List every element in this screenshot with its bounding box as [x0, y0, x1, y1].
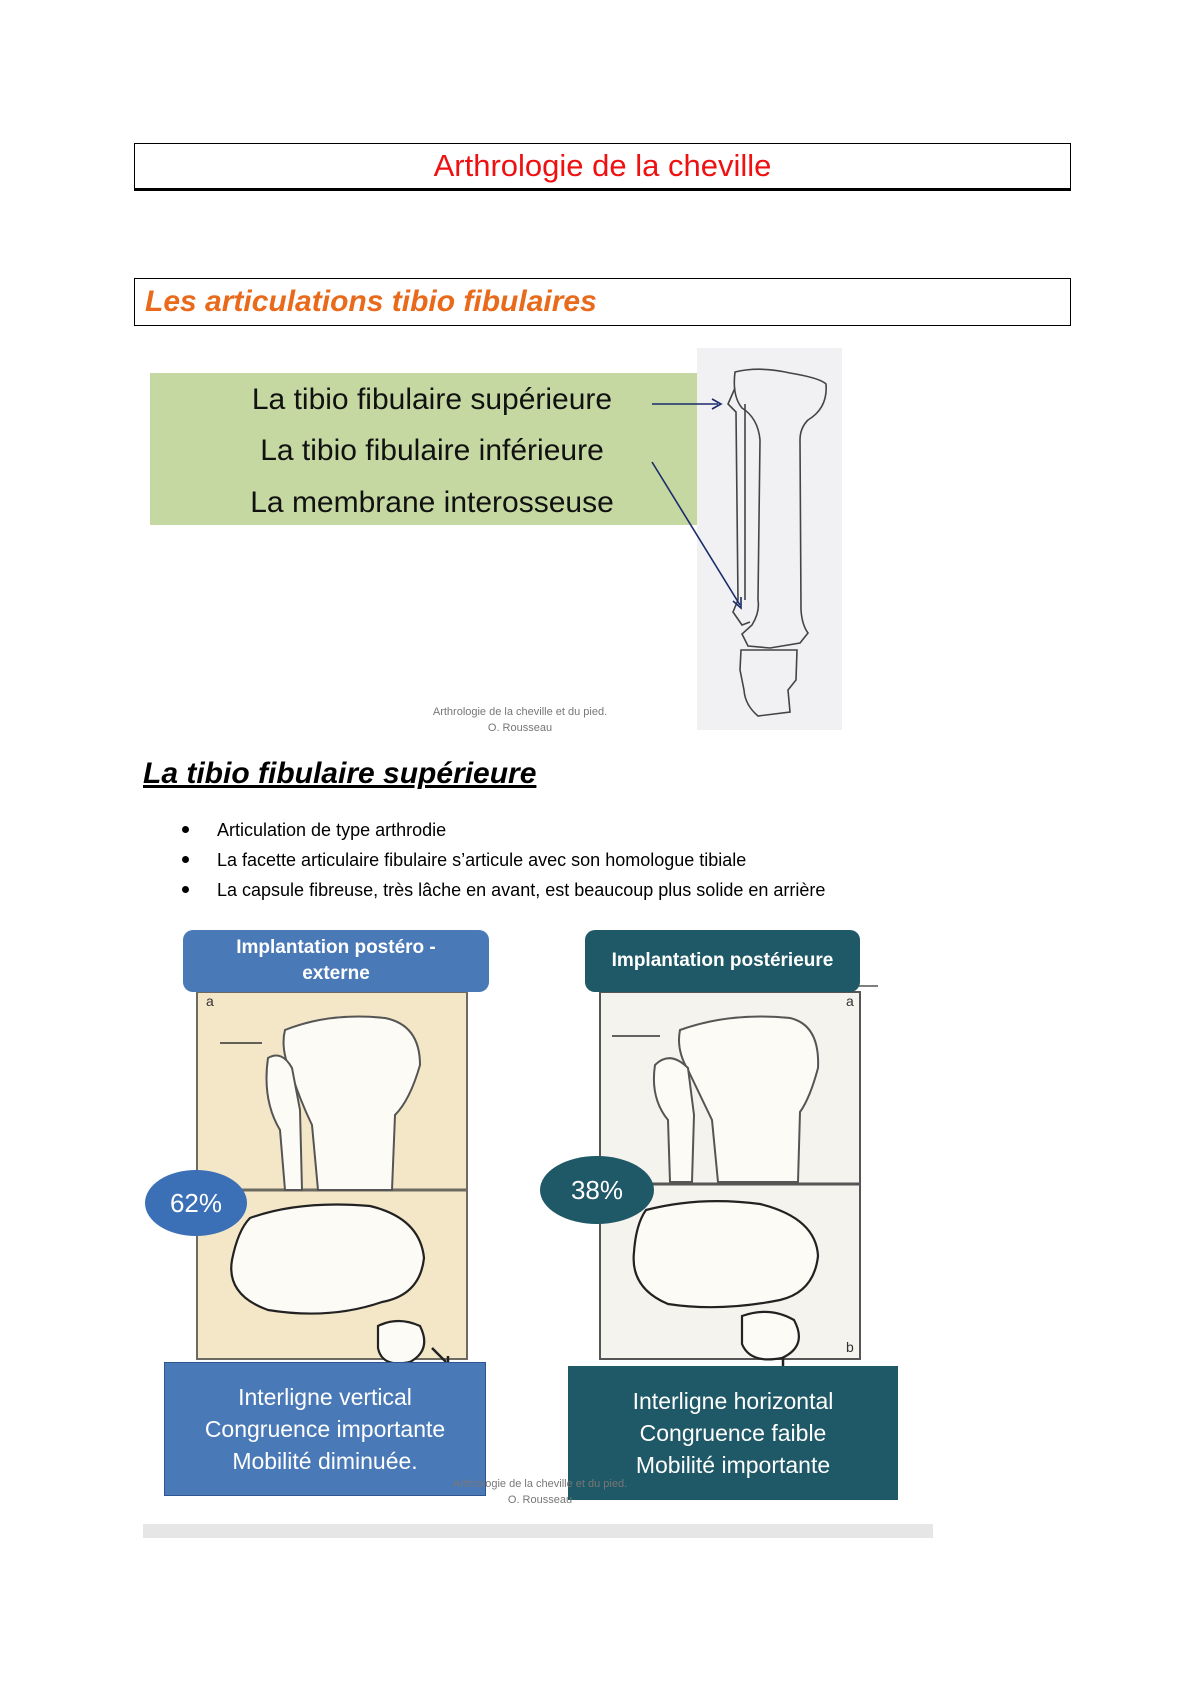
slide1-item-3: La membrane interosseuse: [250, 486, 614, 519]
right-desc-line1: Interligne horizontal: [632, 1388, 834, 1414]
right-corner-letter-top: a: [846, 993, 854, 1009]
right-desc-line3: Mobilité importante: [635, 1452, 831, 1478]
slide1-watermark-line1: Arthrologie de la cheville et du pied.: [432, 706, 608, 718]
right-tibia-fibula-drawing: [654, 1017, 818, 1183]
section-heading: Les articulations tibio fibulaires: [145, 285, 597, 318]
slide1-item-1: La tibio fibulaire supérieure: [251, 383, 613, 416]
left-label-line2: externe: [302, 963, 370, 984]
slide2-watermark-line2: O. Rousseau: [507, 1494, 573, 1506]
slide-bottom-bar: [143, 1524, 933, 1538]
right-desc-line2: Congruence faible: [639, 1420, 827, 1446]
right-implantation-label: [585, 930, 860, 992]
slide2-watermark-line1: Arthrologie de la cheville et du pied.: [452, 1478, 628, 1490]
bullet-item: La capsule fibreuse, très lâche en avant, est beaucoup plus solide en arrière: [160, 875, 825, 905]
left-desc-line1: Interligne vertical: [238, 1384, 412, 1410]
subheading: La tibio fibulaire supérieure: [143, 757, 537, 790]
slide1-leg-figure: [0, 0, 1200, 760]
slide1-watermark-line2: O. Rousseau: [487, 722, 553, 734]
left-desc-line2: Congruence importante: [204, 1416, 446, 1442]
left-percent-text: 62%: [169, 1187, 223, 1218]
right-percent-text: 38%: [570, 1174, 624, 1205]
bullet-item: La facette articulaire fibulaire s’articule avec son homologue tibiale: [160, 845, 825, 875]
left-corner-letter: a: [206, 993, 214, 1009]
bullet-list: [160, 815, 825, 905]
right-label-text: Implantation postérieure: [611, 950, 834, 971]
left-desc-line3: Mobilité diminuée.: [232, 1448, 418, 1474]
left-percent-badge: [145, 1170, 247, 1236]
right-corner-letter-bottom: b: [846, 1339, 854, 1355]
left-description-box: [164, 1362, 486, 1496]
left-label-line1: Implantation postéro -: [236, 937, 436, 958]
page-title: Arthrologie de la cheville: [433, 148, 772, 183]
bullet-item: Articulation de type arthrodie: [160, 815, 825, 845]
right-percent-badge: [540, 1156, 654, 1224]
left-implantation-label: [183, 930, 489, 992]
slide1-item-2: La tibio fibulaire inférieure: [260, 434, 604, 467]
